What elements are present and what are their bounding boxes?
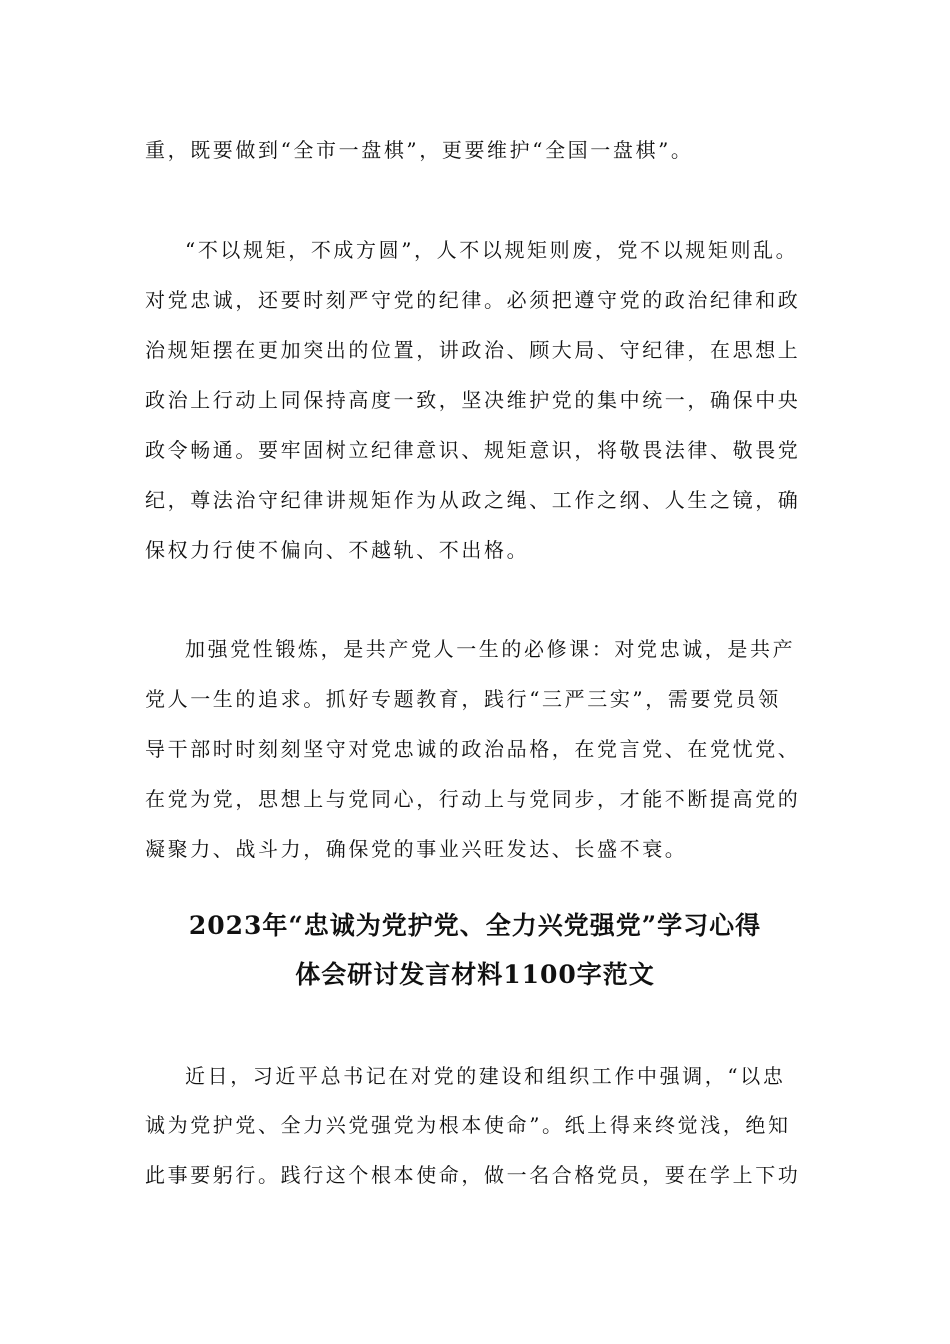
paragraph-line: 近日，习近平总书记在对党的建设和组织工作中强调，“以忠: [185, 1064, 786, 1088]
paragraph-line: 此事要躬行。践行这个根本使命，做一名合格党员，要在学上下功: [145, 1163, 801, 1187]
paragraph-line: 重，既要做到“全市一盘棋”，更要维护“全国一盘棋”。: [145, 138, 694, 162]
paragraph-line: 诚为党护党、全力兴党强党为根本使命”。纸上得来终觉浅，绝知: [145, 1113, 791, 1137]
paragraph-line: 在党为党，思想上与党同心，行动上与党同步，才能不断提高党的: [145, 787, 801, 811]
paragraph-line: “不以规矩，不成方圆”，人不以规矩则废，党不以规矩则乱。: [185, 238, 799, 262]
paragraph-line: 纪，尊法治守纪律讲规矩作为从政之绳、工作之纲、人生之镜，确: [145, 488, 801, 512]
paragraph-line: 凝聚力、战斗力，确保党的事业兴旺发达、长盛不衰。: [145, 837, 688, 861]
paragraph-line: 政令畅通。要牢固树立纪律意识、规矩意识，将敬畏法律、敬畏党: [145, 438, 801, 462]
paragraph-line: 导干部时时刻刻坚守对党忠诚的政治品格，在党言党、在党忧党、: [145, 737, 801, 761]
paragraph-line: 加强党性锻炼，是共产党人一生的必修课：对党忠诚，是共产: [185, 637, 796, 661]
paragraph-line: 对党忠诚，还要时刻严守党的纪律。必须把遵守党的政治纪律和政: [145, 288, 801, 312]
document-heading-line-1: 2023年“忠诚为党护党、全力兴党强党”学习心得: [188, 911, 762, 940]
paragraph-line: 治规矩摆在更加突出的位置，讲政治、顾大局、守纪律，在思想上: [145, 338, 801, 362]
paragraph-line: 保权力行使不偏向、不越轨、不出格。: [145, 538, 530, 562]
paragraph-line: 党人一生的追求。抓好专题教育，践行“三严三实”，需要党员领: [145, 687, 781, 711]
document-heading-line-2: 体会研讨发言材料1100字范文: [295, 960, 655, 989]
paragraph-line: 政治上行动上同保持高度一致，坚决维护党的集中统一，确保中央: [145, 388, 801, 412]
